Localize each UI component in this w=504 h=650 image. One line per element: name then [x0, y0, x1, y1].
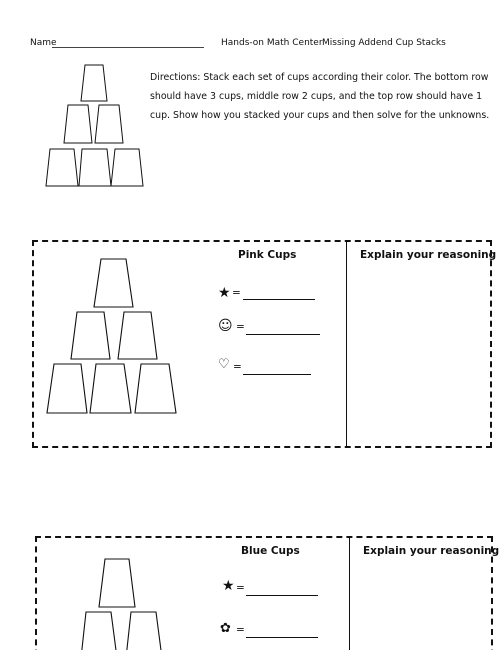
star-answer-line[interactable]	[246, 595, 318, 596]
section-divider	[346, 241, 347, 447]
cup-icon	[46, 149, 78, 186]
directions-text: Directions: Stack each set of cups according their color. The bottom row should have 3 cups, middle row 2 cups, and the top row should have 1 cup. Show how you stacked your cups and then solve for the unknowns.	[150, 72, 490, 121]
flower-answer-line[interactable]	[246, 637, 318, 638]
cup-icon	[81, 612, 117, 650]
pink-cups-title: Pink Cups	[238, 249, 297, 261]
smiley-icon: ☺	[218, 318, 233, 334]
heart-answer-line[interactable]	[243, 374, 311, 375]
cup-icon	[64, 105, 92, 143]
pink-cup-stack	[46, 258, 182, 414]
cup-icon	[126, 612, 162, 650]
flower-icon: ✿	[220, 621, 231, 636]
cup-icon	[79, 149, 111, 186]
blue-cups-title: Blue Cups	[241, 545, 300, 557]
explain-reasoning-label: Explain your reasoning	[363, 545, 500, 557]
section-divider	[349, 537, 350, 650]
cup-icon	[71, 312, 110, 359]
cup-icon	[135, 364, 176, 413]
cup-icon	[111, 149, 143, 186]
cup-icon	[99, 559, 135, 607]
intro-cup-stack	[45, 64, 145, 188]
star-answer-line[interactable]	[243, 299, 315, 300]
star-icon: ★	[218, 285, 231, 301]
explain-reasoning-area[interactable]	[350, 268, 488, 444]
name-field[interactable]	[52, 47, 204, 48]
cup-icon	[90, 364, 131, 413]
cup-icon	[95, 105, 123, 143]
cup-icon	[81, 65, 107, 101]
blue-cup-stack	[80, 558, 170, 650]
explain-reasoning-label: Explain your reasoning	[360, 249, 497, 261]
cup-icon	[118, 312, 157, 359]
explain-reasoning-area[interactable]	[353, 563, 489, 648]
smiley-answer-line[interactable]	[246, 334, 320, 335]
heart-icon: ♡	[218, 357, 230, 372]
worksheet-title: Missing Addend Cup Stacks	[322, 38, 446, 48]
star-icon: ★	[222, 578, 235, 594]
name-label: Name	[30, 38, 57, 48]
center-label: Hands-on Math Center	[221, 38, 323, 48]
cup-icon	[47, 364, 87, 413]
cup-icon	[94, 259, 133, 307]
